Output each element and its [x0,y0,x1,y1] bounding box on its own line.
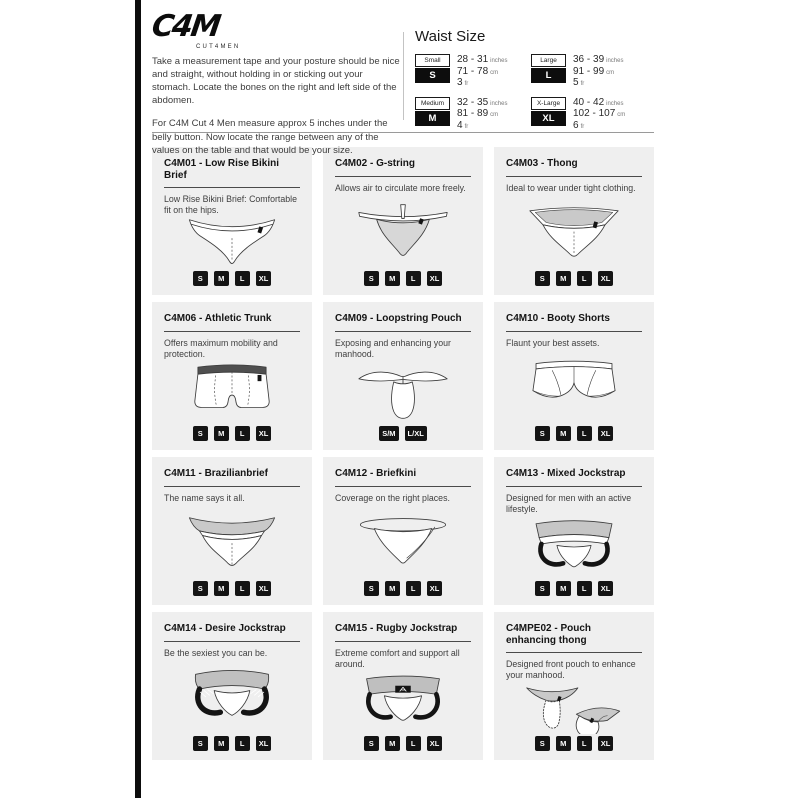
size-badges [506,271,642,286]
cm-value: 102 - 107 [573,108,616,119]
product-illustration [506,515,642,579]
cm-value: 81 - 89 [457,108,489,119]
inches-unit: inches [490,58,508,64]
product-title: C4M01 - Low Rise Bikini Brief [164,158,280,181]
size-letter: S [415,68,450,83]
waist-size-entry [415,97,517,133]
fr-row [573,121,625,133]
product-description: Allows air to circulate more freely. [335,182,466,193]
product-description: The name says it all. [164,492,245,503]
product-grid [152,147,654,760]
waist-size-title: Waist Size [415,28,486,45]
size-badge: XL [598,736,614,751]
loopstring-illustration [342,361,464,423]
size-badge: M [214,426,229,441]
size-badge: S [535,271,550,286]
inches-value: 36 - 39 [573,54,605,65]
product-title: C4M02 - G-string [335,158,416,169]
trunk-illustration [171,361,293,423]
title-rule [335,331,471,332]
product-illustration [335,360,471,424]
size-badge: M [214,736,229,751]
jockstrap-rugby-illustration [342,671,464,733]
fr-unit: fr [580,123,585,130]
size-label: Medium [415,97,450,110]
size-box [531,54,566,90]
size-badges [335,581,471,596]
product-description: Designed front pouch to enhance your manhood. [506,659,636,681]
size-badge: M [556,736,571,751]
size-badge: M [556,581,571,596]
product-card [152,147,312,295]
cm-value: 91 - 99 [573,65,605,77]
size-badge: S [193,736,208,751]
size-badge: S [535,426,550,441]
size-badges [506,426,642,441]
product-title: C4M15 - Rugby Jockstrap [335,623,458,634]
size-badge: M [385,581,400,596]
product-description: Designed for men with an active lifestyle. [506,492,632,514]
size-badges [164,271,300,286]
waist-size-entry [531,97,643,133]
product-description: Flaunt your best assets. [506,337,600,348]
size-values [573,54,623,90]
product-title: C4M12 - Briefkini [335,468,417,479]
product-illustration [335,670,471,734]
title-rule [164,331,300,332]
pouch-thong-illustration [513,682,635,734]
size-badge: L [235,736,250,751]
c4m-logo: C4M [149,9,222,44]
product-card [494,457,654,605]
size-badge: S [364,581,379,596]
product-illustration [335,194,471,269]
product-description: Offers maximum mobility and protection. [164,337,278,359]
size-badge: L [577,736,592,751]
cm-row [457,109,507,121]
cm-row [573,109,625,121]
size-letter: M [415,111,450,126]
size-badge: M [214,271,229,286]
size-values [573,97,625,133]
cm-row [457,67,507,79]
size-badges [335,271,471,286]
product-card [323,302,483,450]
size-badge: M [556,426,571,441]
size-badge: L [235,581,250,596]
product-description: Extreme comfort and support all around. [335,647,460,669]
jockstrap-desire-illustration [171,665,293,727]
fr-row [457,121,507,133]
product-card [494,147,654,295]
title-rule [506,486,642,487]
inches-unit: inches [606,58,624,64]
size-box [415,97,450,133]
product-title: C4MPE02 - Pouch enhancing thong [506,623,592,646]
fr-unit: fr [580,81,585,87]
size-badge: S [193,271,208,286]
instruction-paragraph-2: For C4M Cut 4 Men measure approx 5 inches under the belly button. Now locate the range between any of the values on the table and that would be your size. [152,118,388,156]
product-description: Ideal to wear under tight clothing. [506,182,636,193]
product-title: C4M03 - Thong [506,158,578,169]
product-illustration [335,504,471,579]
fr-row [457,78,507,90]
size-badge: L [406,271,421,286]
fr-value: 3 [457,77,463,88]
thong-illustration [513,200,635,262]
header [149,0,654,156]
product-title: C4M14 - Desire Jockstrap [164,623,286,634]
header-vertical-divider [403,32,404,120]
brand-tagline: CUT4MEN [196,44,241,50]
content-area [149,0,654,760]
brand-block [149,9,241,50]
size-badge: XL [256,271,272,286]
size-badges [335,426,471,441]
size-badge: M [214,581,229,596]
size-badge: M [385,271,400,286]
product-title: C4M13 - Mixed Jockstrap [506,468,626,479]
title-rule [164,641,300,642]
size-badge: XL [598,581,614,596]
product-title: C4M06 - Athletic Trunk [164,313,272,324]
size-label: Small [415,54,450,67]
waist-size-entry [415,54,517,90]
briefkini-illustration [342,510,464,572]
size-badge: L [577,271,592,286]
title-rule [335,176,471,177]
product-illustration [164,504,300,579]
product-card [323,147,483,295]
product-description: Coverage on the right places. [335,492,450,503]
product-illustration [164,659,300,734]
fr-value: 5 [573,77,579,88]
product-description: Low Rise Bikini Brief: Comfortable fit on the hips. [164,194,297,216]
fr-unit: fr [464,81,469,87]
bikini-brief-illustration [171,217,293,269]
size-badge: XL [598,426,614,441]
product-description: Exposing and enhancing your manhood. [335,337,451,359]
title-rule [335,486,471,487]
size-badge: S/M [379,426,398,441]
product-card [494,612,654,760]
size-letter: XL [531,111,566,126]
size-badge: XL [427,271,443,286]
size-badge: XL [256,426,272,441]
instruction-paragraph-1: Take a measurement tape and your posture should be nice and straight, without holding in or sticking out your stomach. Locate the bones on the right and left side of the abdomen. [152,56,400,107]
product-card [323,457,483,605]
size-badge: L/XL [405,426,427,441]
size-box [531,97,566,133]
size-badge: L [406,581,421,596]
waist-size-entry [531,54,643,90]
title-rule [506,331,642,332]
waist-size-grid [415,54,654,132]
size-badge: S [364,271,379,286]
size-badges [506,736,642,751]
size-badge: L [577,581,592,596]
product-card [494,302,654,450]
fr-value: 6 [573,119,579,131]
waist-size-panel [415,28,654,132]
product-description: Be the sexiest you can be. [164,647,268,658]
booty-shorts-illustration [513,355,635,417]
size-badge: XL [427,736,443,751]
inches-unit: inches [606,100,624,107]
size-badge: S [193,426,208,441]
product-card [152,612,312,760]
product-illustration [506,682,642,734]
size-badge: XL [427,581,443,596]
size-badges [164,426,300,441]
size-label: X-Large [531,97,566,110]
size-label: Large [531,54,566,67]
title-rule [506,652,642,653]
inches-value: 28 - 31 [457,54,489,65]
product-card [323,612,483,760]
cm-unit: cm [490,69,499,76]
size-values [457,97,507,133]
cm-row [573,67,623,79]
fr-row [573,78,623,90]
title-rule [506,176,642,177]
size-badge: M [556,271,571,286]
inches-value: 40 - 42 [573,96,605,108]
size-values [457,54,507,90]
size-letter: L [531,68,566,83]
product-title: C4M09 - Loopstring Pouch [335,313,462,324]
measurement-instructions [152,55,400,157]
size-badge: L [235,426,250,441]
size-badge: XL [256,581,272,596]
product-illustration [506,349,642,424]
size-box [415,54,450,90]
size-badges [164,581,300,596]
cm-unit: cm [490,112,499,118]
fr-value: 4 [457,119,463,131]
g-string-illustration [342,200,464,262]
size-badge: S [535,581,550,596]
size-badges [506,581,642,596]
size-badge: L [406,736,421,751]
size-badge: L [577,426,592,441]
cm-unit: cm [617,112,626,118]
title-rule [164,486,300,487]
product-illustration [164,217,300,269]
fr-unit: fr [464,123,469,130]
left-accent-bar [135,0,141,798]
product-illustration [506,194,642,269]
product-card [152,457,312,605]
size-badge: L [235,271,250,286]
product-title: C4M10 - Booty Shorts [506,313,610,324]
cm-value: 71 - 78 [457,65,489,77]
size-badge: XL [256,736,272,751]
inches-unit: inches [490,100,508,107]
size-badge: S [535,736,550,751]
product-illustration [164,360,300,424]
size-badge: M [385,736,400,751]
jockstrap-mixed-illustration [513,516,635,578]
inches-value: 32 - 35 [457,96,489,108]
size-badge: S [193,581,208,596]
size-badge: XL [598,271,614,286]
brazilian-brief-illustration [171,510,293,572]
product-title: C4M11 - Brazilianbrief [164,468,268,479]
cm-unit: cm [606,69,615,76]
title-rule [335,641,471,642]
size-badges [335,736,471,751]
size-badge: S [364,736,379,751]
size-badges [164,736,300,751]
product-card [152,302,312,450]
title-rule [164,187,300,188]
